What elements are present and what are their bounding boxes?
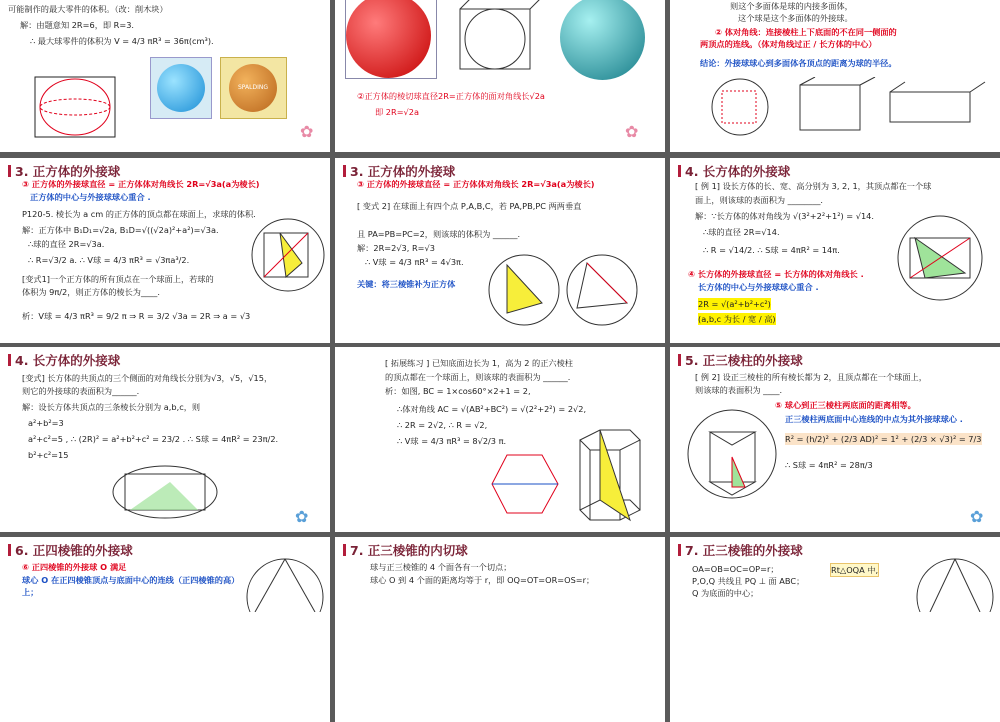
- prism-in-sphere-figure: [685, 407, 780, 502]
- line: ③ 正方体的外接球直径 = 正方体体对角线长 2R=√3a(a为棱长): [22, 179, 260, 189]
- line: 关键：将三棱锥补为正方体: [357, 279, 456, 289]
- slide-title: 4. 长方体的外接球: [678, 162, 790, 180]
- slide-inscribed-sphere[interactable]: [335, 537, 665, 722]
- line: 即 2R=√2a: [375, 107, 419, 117]
- slide-top-left[interactable]: [0, 0, 330, 152]
- line: [ 变式 2] 在球面上有四个点 P,A,B,C，若 PA,PB,PC 两两垂直: [357, 201, 582, 211]
- line: 面上，则该球的表面积为 ________.: [695, 195, 824, 205]
- line: ∴体对角线 AC = √(AB²+BC²) = √(2²+2²) = 2√2,: [397, 404, 587, 414]
- slide-title: 7. 正三棱锥的内切球: [343, 541, 468, 559]
- line: ③ 正方体的外接球直径 = 正方体体对角线长 2R=√3a(a为棱长): [357, 179, 595, 189]
- line: 正三棱柱两底面中心连线的中点为其外接球球心 .: [785, 414, 963, 424]
- slide-triangular-pyramid[interactable]: [670, 537, 1000, 722]
- line: P,O,Q 共线且 PQ ⊥ 面 ABC；: [692, 576, 805, 586]
- flower-icon: ✿: [625, 122, 639, 141]
- line: 球心 O 到 4 个面的距离均等于 r，即 OQ=OT=OR=OS=r；: [370, 575, 595, 585]
- hexagon-figure: [490, 452, 560, 517]
- polyhedra-figure: [700, 77, 1000, 137]
- cuboid-in-sphere-figure: [110, 462, 220, 522]
- line: 长方体的中心与外接球球心重合 .: [698, 282, 819, 292]
- line: b²+c²=15: [28, 450, 69, 460]
- slide-triangular-prism[interactable]: [670, 347, 1000, 532]
- line: 析：V球 = 4/3 πR³ = 9/2 π ⇒ R = 3/2 √3a = 2R ⇒ a = √3: [22, 311, 251, 321]
- hexagonal-prism-figure: [570, 425, 645, 525]
- line: [ 例 2] 设正三棱柱的所有棱长都为 2，且顶点都在一个球面上，: [695, 372, 927, 382]
- pyramid-in-sphere-figure: [245, 552, 325, 612]
- slide-title: 5. 正三棱柱的外接球: [678, 351, 803, 369]
- pyramid-in-sphere-figure: [915, 552, 995, 612]
- line: 两顶点的连线。（体对角线过正 / 长方体的中心）: [700, 39, 877, 49]
- cube-in-sphere-figure: [250, 213, 330, 298]
- line: a²+b²=3: [28, 418, 64, 428]
- line: Rt△OQA 中,: [831, 565, 879, 575]
- line: ⑤ 球心到正三棱柱两底面的距离相等。: [775, 400, 916, 410]
- slide-title: 7. 正三棱锥的外接球: [678, 541, 803, 559]
- flower-icon: ✿: [970, 507, 984, 526]
- line: ② 体对角线：连接棱柱上下底面的不在同一侧面的: [715, 27, 897, 37]
- line: ∴ V球 = 4/3 πR³ = 8√2/3 π.: [397, 436, 507, 446]
- cuboid-in-sphere-figure: [895, 213, 985, 303]
- line: [ 例 1] 设长方体的长、宽、高分别为 3, 2, 1，其顶点都在一个球: [695, 181, 932, 191]
- slide-title: 3. 正方体的外接球: [343, 162, 455, 180]
- line: [ 拓展练习 ] 已知底面边长为 1，高为 2 的正六棱柱: [385, 358, 573, 368]
- line: 结论：外接球球心到多面体各顶点的距离为球的半径。: [700, 58, 897, 68]
- line: 则它的外接球的表面积为______.: [22, 386, 140, 396]
- line: R² = (h/2)² + (2/3 AD)² = 1² + (2/3 × √3)² = 7/3: [785, 434, 982, 444]
- line: 正方体的中心与外接球球心重合 .: [30, 192, 151, 202]
- line: (a,b,c 为长 / 宽 / 高): [698, 314, 776, 324]
- line: ②正方体的棱切球直径2R=正方体的面对角线长√2a: [357, 91, 545, 101]
- flower-icon: ✿: [295, 507, 309, 526]
- sphere-in-cube-figure: [15, 62, 135, 147]
- line: ∴ 最大球零件的体积为 V = 4/3 πR³ = 36π(cm³).: [30, 36, 214, 46]
- line: 析：如图, BC = 1×cos60°×2+1 = 2,: [385, 386, 531, 396]
- tetrahedron-in-sphere-figures: [487, 253, 647, 328]
- teal-sphere-image: [560, 0, 645, 80]
- basketball-label: SPALDING: [229, 64, 277, 112]
- line: ∴ R=√3/2 a. ∴ V球 = 4/3 πR³ = √3πa³/2.: [28, 255, 190, 265]
- line: 解：设长方体共顶点的三条棱长分别为 a,b,c，则: [22, 402, 201, 412]
- slide-cuboid-circumsphere-2[interactable]: [0, 347, 330, 532]
- line: [变式1]一个正方体的所有顶点在一个球面上，若球的: [22, 274, 214, 284]
- line: 体积为 9π/2，则正方体的棱长为____.: [22, 287, 160, 297]
- slide-title: 6. 正四棱锥的外接球: [8, 541, 133, 559]
- slide-top-right[interactable]: [670, 0, 1000, 152]
- flower-icon: ✿: [300, 122, 314, 141]
- line: [变式] 长方体的共顶点的三个侧面的对角线长分别为√3，√5，√15，: [22, 373, 273, 383]
- line: ∴ V球 = 4/3 πR³ = 4√3π.: [365, 257, 464, 267]
- slide-square-pyramid[interactable]: [0, 537, 330, 722]
- line: OA=OB=OC=OP=r；: [692, 564, 779, 574]
- line: 且 PA=PB=PC=2，则该球的体积为 ______.: [357, 229, 521, 239]
- line: ④ 长方体的外接球直径 = 长方体的体对角线长 .: [688, 269, 864, 279]
- line: a²+c²=5 , ∴ (2R)² = a²+b²+c² = 23/2 . ∴ S球 = 4πR² = 23π/2.: [28, 434, 279, 444]
- slide-title: 3. 正方体的外接球: [8, 162, 120, 180]
- line: P120-5. 棱长为 a cm 的正方体的顶点都在球面上，求球的体积．: [22, 209, 262, 219]
- line: 解：由题意知 2R=6，即 R=3.: [20, 20, 135, 30]
- slide-cuboid-circumsphere-1[interactable]: [670, 158, 1000, 343]
- line: ⑥ 正四棱锥的外接球 O 满足: [22, 562, 127, 572]
- line: Q 为底面的中心；: [692, 588, 759, 598]
- slide-top-middle[interactable]: [335, 0, 665, 152]
- line: ∴球的直径 2R=√14.: [703, 227, 780, 237]
- blue-ball-image: [150, 57, 212, 119]
- line: 2R = √(a²+b²+c²): [698, 299, 771, 309]
- line: ∴ S球 = 4πR² = 28π/3: [785, 460, 873, 470]
- line: 解：正方体中 B₁D₁=√2a, B₁D=√((√2a)²+a²)=√3a.: [22, 225, 219, 235]
- line: 则这个多面体是球的内接多面体，: [730, 1, 853, 11]
- slide-title: 4. 长方体的外接球: [8, 351, 120, 369]
- slide-cube-circumsphere-1[interactable]: [0, 158, 330, 343]
- line: 则该球的表面积为 ____.: [695, 385, 783, 395]
- basketball-image: [220, 57, 287, 119]
- line: 可能制作的最大零件的体积。（改：削木块）: [8, 4, 168, 14]
- line: 球与正三棱锥的 4 个面各有一个切点；: [370, 562, 512, 572]
- line: 解：2R=2√3, R=√3: [357, 243, 435, 253]
- line: 的顶点都在一个球面上，则该球的表面积为 ______.: [385, 372, 571, 382]
- line: ∴ R = √14/2. ∴ S球 = 4πR² = 14π.: [703, 245, 840, 255]
- slide-hexagonal-prism[interactable]: [335, 347, 665, 532]
- line: ∴ 2R = 2√2, ∴ R = √2,: [397, 420, 488, 430]
- line: 这个球是这个多面体的外接球。: [738, 13, 853, 23]
- line: ∴球的直径 2R=√3a.: [28, 239, 105, 249]
- line: 解：∵长方体的体对角线为 √(3²+2²+1²) = √14.: [695, 211, 874, 221]
- slide-cube-circumsphere-2[interactable]: [335, 158, 665, 343]
- red-sphere-image: [345, 0, 437, 79]
- cube-edge-sphere-figure: [450, 0, 545, 79]
- line: 球心 O 在正四棱锥顶点与底面中心的连线（正四棱锥的高）上；: [22, 575, 240, 597]
